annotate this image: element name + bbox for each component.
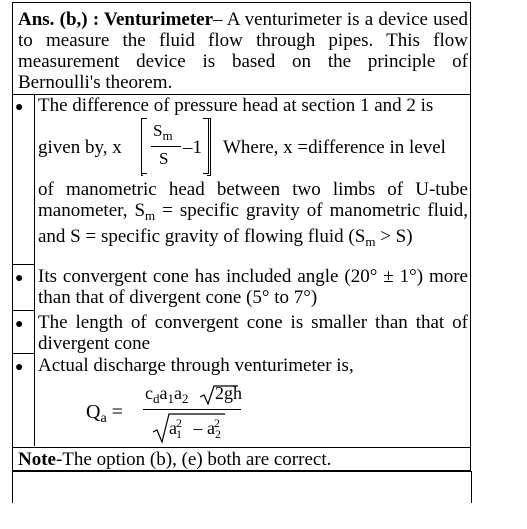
formula-prefix: given by, x xyxy=(38,137,122,158)
bullet-separator xyxy=(12,264,35,265)
bullet-1-line1: The difference of pressure head at section 1 and 2 is xyxy=(38,95,434,116)
discharge-fraction-bar xyxy=(143,409,241,410)
bullet-icon: ● xyxy=(15,100,24,115)
bullet-4-text: Actual discharge through venturimeter is, xyxy=(38,355,354,376)
frac-denominator: S xyxy=(159,149,169,168)
note-label: Note xyxy=(18,449,56,470)
bullet-2-text: Its convergent cone has included angle (20° ± 1°) more than that of divergent cone (5° to 7°) xyxy=(38,266,468,308)
frac-num-symbol: S xyxy=(153,121,163,140)
answer-label: Ans. (b,) : Venturimeter xyxy=(18,9,214,30)
bullet-3-text: The length of convergent cone is smaller than that of divergent cone xyxy=(38,312,468,354)
intro-separator xyxy=(12,94,471,95)
bullet-icon: ● xyxy=(15,271,24,286)
frac-num-subscript: m xyxy=(162,128,173,143)
bullet-icon: ● xyxy=(15,360,24,375)
intro-paragraph xyxy=(18,9,468,93)
note-paragraph xyxy=(18,449,468,470)
bullet-separator xyxy=(12,310,35,311)
note-text: -The option (b), (e) both are correct. xyxy=(55,449,332,470)
frame-left xyxy=(12,471,13,503)
bullet-1-rest: of manometric head between two limbs of U-tube manometer, $S_m$ = specific gravity of manometric fluid, and S = specific gravity of flowing fluid $(S_m > S)$ xyxy=(38,179,468,249)
sqrt-2gh: 2gh xyxy=(215,383,242,403)
where-text: Where, x =difference in level xyxy=(223,137,446,158)
frame-right xyxy=(471,471,472,503)
bullet-column-divider xyxy=(34,94,35,446)
formula-lhs: $Q_a$ = xyxy=(86,401,123,426)
frac-numerator xyxy=(153,121,173,144)
minus-one: –1 xyxy=(183,137,202,158)
intro-text: – A venturimeter is a device used to measure the fluid flow through pipes. This flow measurement device is based on the principle of Bernoulli's theorem. xyxy=(18,9,468,93)
formula-numerator: $c_da_1a_2$ xyxy=(145,383,189,406)
frame-bottom xyxy=(12,471,471,472)
answer-box xyxy=(12,2,471,471)
formula-denominator: $a_1^2 - a_2^2$ xyxy=(169,416,221,441)
note-divider xyxy=(13,447,470,448)
bullet-separator xyxy=(12,353,35,354)
fraction-bar xyxy=(151,146,181,147)
bullet-icon: ● xyxy=(15,317,24,332)
